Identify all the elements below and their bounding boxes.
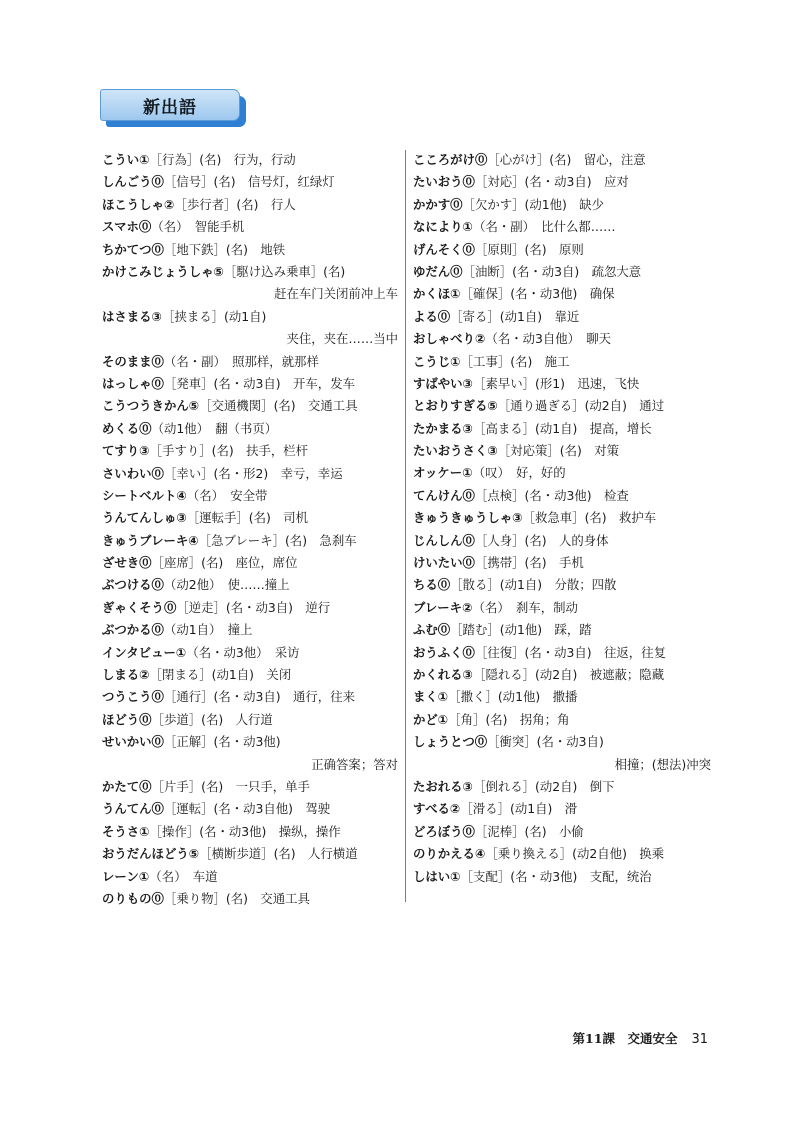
vocab-word: こうつうきかん⑤ <box>102 398 200 414</box>
vocab-entry <box>413 731 711 776</box>
vocab-entry <box>413 686 711 708</box>
vocab-definition: （名・动3他） 采访 <box>186 644 300 660</box>
vocab-definition: ［撒く］(动1他) 撒播 <box>448 689 578 705</box>
vocab-word: シートベルト④ <box>102 487 187 503</box>
vocab-entry <box>102 821 398 843</box>
page-number: 31 <box>691 1032 708 1047</box>
vocab-word: たいおうさく③ <box>413 443 498 459</box>
vocab-entry <box>413 866 711 888</box>
vocab-word: ぶつける⓪ <box>102 577 164 593</box>
vocab-word: のりもの⓪ <box>102 890 164 906</box>
vocab-definition: ［踏む］(动1他) 踩，踏 <box>450 622 592 638</box>
vocab-entry <box>413 664 711 686</box>
vocab-definition: ［隠れる］(动2自) 被遮蔽；隐藏 <box>473 666 665 682</box>
vocab-definition: ［交通機関］(名) 交通工具 <box>199 398 358 414</box>
vocab-word: ちる⓪ <box>413 577 451 593</box>
vocab-word: はっしゃ⓪ <box>102 375 164 391</box>
vocab-word: さいわい⓪ <box>102 465 164 481</box>
vocab-definition: ［急ブレーキ］(名) 急刹车 <box>198 532 357 548</box>
vocab-word: かど① <box>413 711 449 727</box>
vocab-entry <box>413 843 711 865</box>
vocab-entry <box>102 351 398 373</box>
vocab-word: げんそく⓪ <box>413 241 475 257</box>
vocab-entry <box>102 149 398 171</box>
vocab-definition: ［角］(名) 拐角；角 <box>448 711 570 727</box>
vocab-word: こうい① <box>102 152 150 167</box>
vocab-definition: ［発車］(名・动3自) 开车，发车 <box>163 375 355 391</box>
vocab-definition: ［対応］(名・动3自) 应对 <box>474 174 629 190</box>
vocab-definition: ［運転手］(名) 司机 <box>186 510 309 526</box>
vocab-word: しんごう⓪ <box>102 174 164 190</box>
vocab-definition: ［挟まる］(动1自) <box>162 308 267 324</box>
vocab-definition: （名） 车道 <box>149 868 218 884</box>
vocab-word: うんてんしゅ③ <box>102 510 187 526</box>
vocab-word: かくれる③ <box>413 666 474 682</box>
vocab-word: ブレーキ② <box>413 599 473 615</box>
vocab-definition-continued: 夹住，夹在……当中 <box>286 331 398 347</box>
vocab-entry <box>102 776 398 798</box>
vocab-word: うんてん⓪ <box>102 801 164 817</box>
vocab-definition: ［歩道］(名) 人行道 <box>151 711 273 727</box>
vocab-definition: ［工事］(名) 施工 <box>460 353 570 369</box>
vocab-definition: ［地下鉄］(名) 地铁 <box>163 241 286 257</box>
vocab-definition: ［信号］(名) 信号灯，红绿灯 <box>163 174 335 190</box>
vocab-word: はさまる③ <box>102 308 163 324</box>
vocab-word: こうじ① <box>413 353 461 369</box>
vocab-definition: ［正解］(名・动3他) <box>163 734 281 750</box>
vocab-entry <box>102 798 398 820</box>
vocab-definition-continued: 相撞；(想法)冲突 <box>614 756 711 772</box>
vocab-definition: ［高まる］(动1自) 提高，增长 <box>473 420 652 436</box>
vocab-entry <box>413 507 711 529</box>
vocab-definition: （名・动3自他） 聊天 <box>485 331 612 347</box>
vocab-definition: ［通り過ぎる］(动2自) 通过 <box>497 398 665 414</box>
vocab-definition: ［手すり］(名) 扶手，栏杆 <box>149 443 309 459</box>
vocab-word: すばやい③ <box>413 375 474 391</box>
vocab-definition: （动1自） 撞上 <box>163 622 253 638</box>
vocab-entry <box>413 440 711 462</box>
vocab-definition: ［運転］(名・动3自他) 驾驶 <box>163 801 331 817</box>
vocab-definition: ［原則］(名) 原则 <box>474 241 584 257</box>
vocab-definition: （名・副） 照那样，就那样 <box>163 353 319 369</box>
vocab-entry <box>413 485 711 507</box>
vocab-definition: ［泥棒］(名) 小偷 <box>474 823 584 839</box>
vocab-entry <box>413 261 711 283</box>
vocab-definition: ［幸い］(名・形2) 幸亏，幸运 <box>163 465 343 481</box>
vocab-entry <box>102 619 398 641</box>
vocab-word: ざせき⓪ <box>102 555 152 571</box>
vocab-word: けいたい⓪ <box>413 555 475 571</box>
vocab-entry <box>102 395 398 417</box>
vocab-entry <box>102 866 398 888</box>
vocab-definition: ［横断歩道］(名) 人行横道 <box>199 846 358 862</box>
vocab-entry <box>413 149 711 171</box>
vocab-entry <box>102 574 398 596</box>
vocab-entry <box>102 507 398 529</box>
vocab-entry <box>413 418 711 440</box>
vocab-definition: ［支配］(名・动3他) 支配，统治 <box>460 868 652 884</box>
vocab-definition: （动1他） 翻（书页） <box>151 420 278 436</box>
vocab-word: かけこみじょうしゃ⑤ <box>102 263 225 279</box>
vocab-definition: ［素早い］(形1) 迅速，飞快 <box>473 375 640 391</box>
section-title <box>100 89 246 127</box>
vocab-word: たおれる③ <box>413 778 474 794</box>
vocab-definition: ［乗り換える］(动2自他) 换乘 <box>485 846 665 862</box>
vocab-definition: ［操作］(名・动3他) 操纵，操作 <box>149 823 341 839</box>
vocab-word: すべる② <box>413 801 461 817</box>
vocab-word: オッケー① <box>413 465 473 481</box>
vocab-entry <box>102 709 398 731</box>
vocab-word: しはい① <box>413 868 461 884</box>
vocab-entry <box>102 843 398 865</box>
vocab-word: ぎゃくそう⓪ <box>102 599 177 615</box>
page-footer <box>573 1029 708 1047</box>
vocab-definition-continued: 赶在车门关闭前冲上车 <box>274 286 398 302</box>
vocab-definition: ［心がけ］(名) 留心，注意 <box>487 152 646 167</box>
vocab-word: ちかてつ⓪ <box>102 241 164 257</box>
vocab-entry <box>102 306 398 351</box>
vocab-definition: ［救急車］(名) 救护车 <box>522 510 657 526</box>
vocab-entry <box>413 462 711 484</box>
vocab-entry <box>102 440 398 462</box>
vocab-word: めくる⓪ <box>102 420 152 436</box>
vocab-word: そうさ① <box>102 823 150 839</box>
vocab-definition: ［散る］(动1自) 分散；四散 <box>450 577 617 593</box>
vocab-word: インタビュー① <box>102 644 187 660</box>
vocab-definition: ［行為］(名) 行为，行动 <box>149 152 296 167</box>
vocab-definition: ［逆走］(名・动3自) 逆行 <box>176 599 331 615</box>
vocab-word: そのまま⓪ <box>102 353 164 369</box>
vocab-entry <box>413 373 711 395</box>
vocab-entry <box>102 888 398 910</box>
vocab-word: たかまる③ <box>413 420 474 436</box>
vocab-entry <box>102 373 398 395</box>
vocab-definition: ［点検］(名・动3他) 检查 <box>474 487 629 503</box>
vocab-entry <box>102 239 398 261</box>
vocab-column-left <box>102 149 398 910</box>
vocab-definition: （名・副） 比什么都…… <box>473 219 616 235</box>
vocab-definition: ［油断］(名・动3自) 疏忽大意 <box>462 263 642 279</box>
vocab-definition: ［乗り物］(名) 交通工具 <box>163 890 310 906</box>
vocab-definition-continued: 正确答案；答对 <box>311 756 398 772</box>
vocab-entry <box>102 664 398 686</box>
vocab-word: おうふく⓪ <box>413 644 475 660</box>
vocab-word: しまる② <box>102 667 150 683</box>
vocab-entry <box>413 597 711 619</box>
vocab-definition: （名） 智能手机 <box>151 219 245 235</box>
vocab-entry <box>413 798 711 820</box>
vocab-entry <box>413 351 711 373</box>
vocab-word: きゅうブレーキ④ <box>102 532 199 548</box>
vocab-entry <box>102 216 398 238</box>
vocab-definition: ［倒れる］(动2自) 倒下 <box>473 778 615 794</box>
vocab-word: ぶつかる⓪ <box>102 622 164 638</box>
vocab-word: きゅうきゅうしゃ③ <box>413 510 523 526</box>
vocab-definition: ［欠かす］(动1他) 缺少 <box>462 196 605 212</box>
vocab-entry <box>413 552 711 574</box>
vocab-word: スマホ⓪ <box>102 219 152 235</box>
vocab-word: かたて⓪ <box>102 778 152 794</box>
vocab-entry <box>413 619 711 641</box>
vocab-word: ほこうしゃ② <box>102 196 175 212</box>
vocab-definition: （叹） 好，好的 <box>472 465 566 481</box>
vocab-word: なにより① <box>413 219 474 235</box>
vocab-word: おしゃべり② <box>413 331 486 347</box>
vocab-word: かくほ① <box>413 286 461 302</box>
vocab-definition: ［対応策］(名) 对策 <box>497 443 620 459</box>
vocab-definition: （名） 刹车，制动 <box>472 599 578 615</box>
column-divider <box>405 150 406 902</box>
vocab-entry <box>102 642 398 664</box>
vocab-entry <box>413 530 711 552</box>
vocab-definition: ［滑る］(动1自) 滑 <box>460 801 578 817</box>
vocab-definition: ［閉まる］(动1自) 关闭 <box>149 667 292 683</box>
vocab-word: たいおう⓪ <box>413 174 475 190</box>
vocab-definition: ［確保］(名・动3他) 确保 <box>460 286 615 302</box>
vocab-entry <box>413 776 711 798</box>
vocab-word: かかす⓪ <box>413 196 463 212</box>
vocab-definition: （动2他） 使……撞上 <box>163 577 290 593</box>
vocab-definition: ［通行］(名・动3自) 通行，往来 <box>163 689 355 705</box>
vocab-entry <box>413 216 711 238</box>
vocab-word: てんけん⓪ <box>413 487 475 503</box>
vocab-entry <box>102 597 398 619</box>
vocab-word: とおりすぎる⑤ <box>413 398 498 414</box>
vocab-entry <box>413 171 711 193</box>
vocab-entry <box>413 709 711 731</box>
vocab-definition: ［座席］(名) 座位，席位 <box>151 555 298 571</box>
vocab-entry <box>413 395 711 417</box>
vocab-entry <box>102 731 398 776</box>
vocab-definition: （名） 安全带 <box>186 487 268 503</box>
vocab-entry <box>413 239 711 261</box>
vocab-word: てすり③ <box>102 443 150 459</box>
vocab-entry <box>102 171 398 193</box>
vocab-word: おうだんほどう⑤ <box>102 846 200 862</box>
vocab-word: ほどう⓪ <box>102 711 152 727</box>
vocab-word: ゆだん⓪ <box>413 263 463 279</box>
vocab-definition: ［衝突］(名・动3自) <box>487 734 604 750</box>
vocab-definition: ［駆け込み乗車］(名) <box>224 263 346 279</box>
vocab-entry <box>413 574 711 596</box>
vocab-word: レーン① <box>102 868 150 884</box>
vocab-definition: ［寄る］(动1自) 靠近 <box>450 308 580 324</box>
vocab-definition: ［歩行者］(名) 行人 <box>174 196 296 212</box>
vocab-entry <box>102 418 398 440</box>
vocab-entry <box>102 261 398 306</box>
vocab-word: せいかい⓪ <box>102 734 164 750</box>
vocab-entry <box>413 328 711 350</box>
vocab-word: じんしん⓪ <box>413 532 475 548</box>
vocab-entry <box>413 306 711 328</box>
vocab-word: ふむ⓪ <box>413 622 451 638</box>
vocab-entry <box>413 194 711 216</box>
vocab-word: どろぼう⓪ <box>413 823 475 839</box>
vocab-entry <box>102 194 398 216</box>
vocab-word: まく① <box>413 689 449 705</box>
vocab-word: こころがけ⓪ <box>413 152 488 167</box>
vocab-entry <box>413 821 711 843</box>
footer-lesson: 第11課 交通安全 <box>572 1031 678 1046</box>
vocab-entry <box>102 463 398 485</box>
vocab-entry <box>102 686 398 708</box>
vocab-word: よる⓪ <box>413 308 451 324</box>
vocab-word: のりかえる④ <box>413 846 486 862</box>
vocab-definition: ［片手］(名) 一只手，单手 <box>151 778 310 794</box>
vocab-word: しょうとつ⓪ <box>413 734 488 750</box>
section-title-label: 新出語 <box>100 89 240 121</box>
vocab-word: つうこう⓪ <box>102 689 164 705</box>
vocab-entry <box>413 283 711 305</box>
vocab-definition: ［人身］(名) 人的身体 <box>474 532 609 548</box>
vocab-entry <box>102 530 398 552</box>
vocab-definition: ［往復］(名・动3自) 往返，往复 <box>474 644 666 660</box>
vocab-entry <box>102 552 398 574</box>
vocab-definition: ［携帯］(名) 手机 <box>474 555 584 571</box>
vocab-entry <box>413 642 711 664</box>
vocab-entry <box>102 485 398 507</box>
vocab-column-right <box>413 149 711 888</box>
